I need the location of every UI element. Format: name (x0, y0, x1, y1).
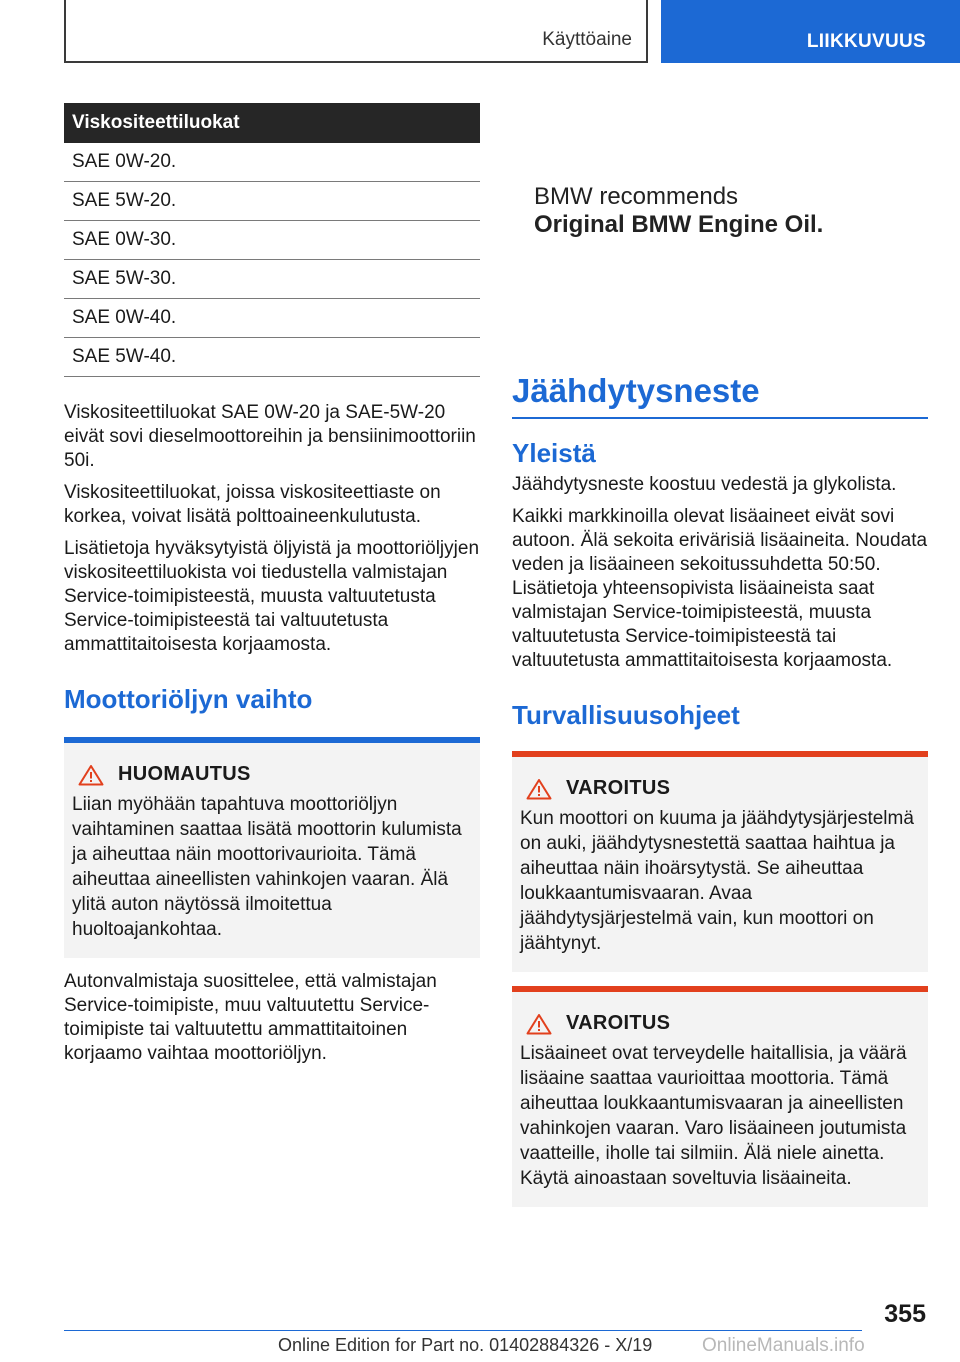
oil-change-heading: Moottoriöljyn vaihto (64, 684, 313, 714)
paragraph: Lisätietoja hyväksytyistä öljyistä ja moottoriöljyjen viskositeettiluokista voi tiedustella valmistajan Service-toimipisteestä, muusta valtuutetusta Service-toimipisteestä tai valtuutetusta ammattitaitoisesta korjaamosta. (64, 538, 480, 655)
table-row (64, 299, 480, 338)
footer-watermark[interactable]: OnlineManuals.info (702, 1335, 865, 1356)
header-chapter[interactable]: Käyttöaine (542, 29, 632, 50)
paragraph: Autonvalmistaja suosittelee, että valmistajan Service-toimipiste, muu valtuutettu Service-toimipiste tai valtuutettu ammattitaitoinen korjaamo vaihtaa moottoriöljyn. (64, 971, 437, 1064)
viscosity-table-header: Viskositeettiluokat (64, 103, 480, 143)
warning-text: Lisäaineet ovat terveydelle haitallisia, ja väärä lisäaine saattaa vaurioittaa moottoria. Tämä aiheuttaa loukkaantumisvaaran ja aineellisten vahinkojen vaaran. Varo lisäaineen joutumista vaatteille, iholle tai silmiin. Älä niele ainetta. Käytä ainoastaan soveltuvia lisäaineita. (520, 1043, 907, 1189)
paragraph: Viskositeettiluokat, joissa viskositeettiaste on korkea, voivat lisätä polttoaineenkulutusta. (64, 482, 441, 527)
left-column (64, 103, 480, 1074)
table-row (64, 260, 480, 299)
paragraph: Viskositeettiluokat SAE 0W-20 ja SAE-5W-20 eivät sovi dieselmoottoreihin ja bensiinimoottoriin 50i. (64, 402, 476, 471)
paragraph: Jäähdytysneste koostuu vedestä ja glykolista. (512, 474, 897, 495)
warning-text: Kun moottori on kuuma ja jäähdytysjärjestelmä on auki, jäähdytysnestettä saattaa haihtua ja aiheuttaa näin ihoärsytystä. Se aiheuttaa loukkaantumisvaaran. Avaa jäähdytysjärjestelmä vain, kun moottori on jäähtynyt. (520, 808, 914, 954)
footer-divider (64, 1330, 862, 1331)
table-row (64, 338, 480, 377)
logo-line-2: Original BMW Engine Oil. (534, 211, 824, 238)
paragraph: Kaikki markkinoilla olevat lisäaineet eivät sovi autoon. Älä sekoita erivärisiä lisäaineita. Noudata veden ja lisäaineen sekoitussuhdetta 50:50. Lisätietoja yhteensopivista lisäaineista saat valmistajan Service-toimipisteestä, muusta valtuutetusta Service-toimipisteestä tai valtuutetusta ammattitaitoisesta korjaamosta. (512, 506, 928, 671)
table-cell: SAE 5W-30. (64, 260, 480, 299)
warning-triangle-icon (78, 764, 104, 786)
safety-heading: Turvallisuusohjeet (512, 700, 740, 730)
table-row (64, 182, 480, 221)
table-cell: SAE 0W-30. (64, 221, 480, 260)
viscosity-table (64, 103, 480, 377)
warning-triangle-icon (526, 778, 552, 800)
table-row (64, 143, 480, 182)
warning-title: VAROITUS (566, 777, 671, 799)
logo-line-1: BMW recommends (534, 183, 739, 210)
notice-box (64, 737, 480, 958)
warning-triangle-icon (526, 1013, 552, 1035)
notice-text: Liian myöhään tapahtuva moottoriöljyn vaihtaminen saattaa lisätä moottorin kulumista ja aiheuttaa näin moottorivaurioita. Tämä aiheuttaa aineellisten vahinkojen vaaran. Älä ylitä auton näytössä ilmoitettua huoltoajankohtaa. (72, 794, 462, 940)
warning-title: VAROITUS (566, 1012, 671, 1034)
warning-box (512, 751, 928, 972)
general-heading: Yleistä (512, 438, 596, 468)
table-cell: SAE 0W-40. (64, 299, 480, 338)
footer-edition: Online Edition for Part no. 01402884326 - X/19 (278, 1335, 653, 1355)
coolant-heading: Jäähdytysneste (512, 371, 928, 419)
table-row (64, 221, 480, 260)
header-section-tab[interactable] (661, 0, 960, 63)
table-cell: SAE 0W-20. (64, 143, 480, 182)
table-cell: SAE 5W-20. (64, 182, 480, 221)
page-number: 355 (884, 1300, 926, 1328)
table-cell: SAE 5W-40. (64, 338, 480, 377)
header-section: LIIKKUVUUS (806, 31, 926, 52)
bmw-oil-logo (512, 103, 928, 371)
notice-title: HUOMAUTUS (118, 763, 251, 785)
header-chapter-box (64, 0, 648, 63)
right-column (512, 103, 928, 1207)
warning-box (512, 986, 928, 1207)
